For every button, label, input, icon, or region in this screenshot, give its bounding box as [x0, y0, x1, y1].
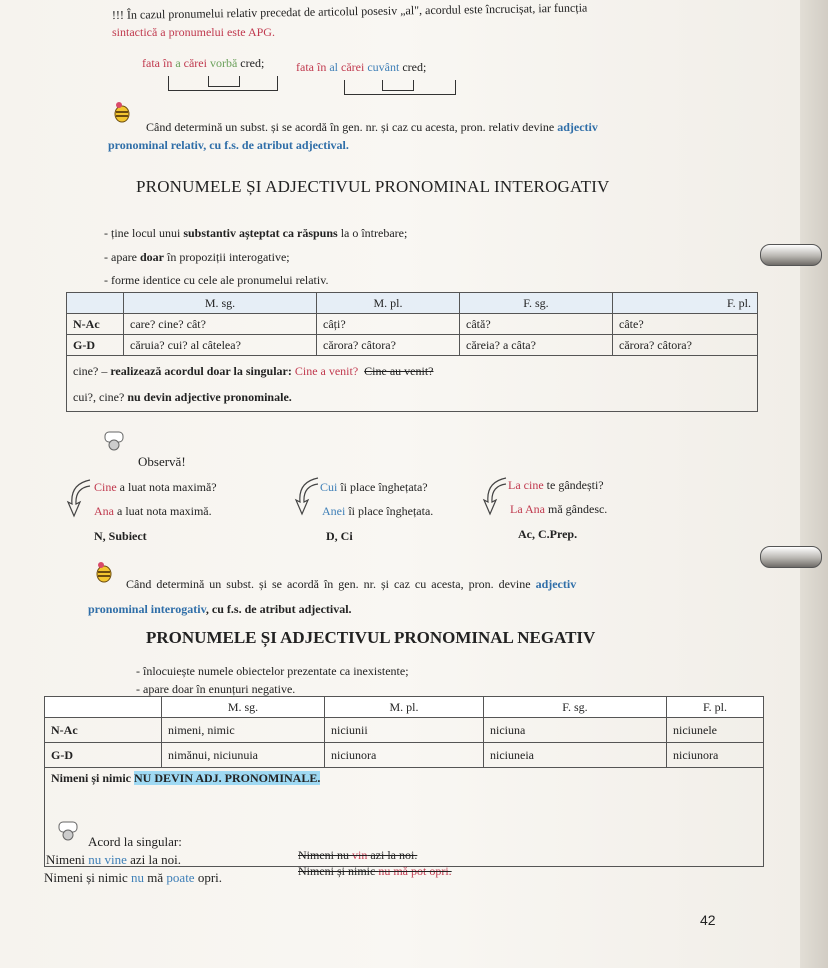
observe-q1: Cine a luat nota maximă? [94, 480, 217, 494]
table-cell: niciuneia [484, 743, 667, 768]
acord-wrong-1: Nimeni nu vin azi la noi. [298, 848, 418, 862]
cartoon-icon [102, 428, 126, 452]
acord-correct-2: Nimeni și nimic nu mă poate opri. [44, 870, 223, 885]
observe-a3: La Ana mă gândesc. [510, 502, 608, 516]
table-cell: niciuna [484, 718, 667, 743]
negativ-bullet-2: - apare doar în enunțuri negative. [136, 682, 296, 696]
apg-example-2: fata în al cărei cuvânt cred; [296, 60, 427, 74]
binder-ring [760, 244, 822, 266]
acord-label: Acord la singular: [88, 834, 182, 849]
observe-label: Observă! [138, 454, 186, 469]
table-cell: care? cine? cât? [124, 314, 317, 335]
table-row [67, 335, 758, 356]
agreement-arrow-2b [382, 80, 414, 91]
table-header-cell: M. sg. [124, 293, 317, 314]
table-header-cell [45, 697, 162, 718]
table-header-cell [67, 293, 124, 314]
table-header-cell: F. sg. [484, 697, 667, 718]
table-header-row [67, 293, 758, 314]
table-header-cell: M. sg. [162, 697, 325, 718]
rule1-line1: Când determină un subst. și se acordă în gen. nr. și caz cu acesta, pron. relativ devine adjectiv [146, 120, 598, 134]
curved-arrow-icon [66, 476, 92, 528]
table-note-cell: Nimeni și nimic NU DEVIN ADJ. PRONOMINALE. [45, 768, 764, 867]
table-cell: niciunora [325, 743, 484, 768]
section-title-interogativ: PRONUMELE ȘI ADJECTIVUL PRONOMINAL INTEROGATIV [136, 177, 610, 196]
table-cell: câtă? [460, 314, 613, 335]
table-cell: N-Ac [45, 718, 162, 743]
table-cell: nimănui, niciunuia [162, 743, 325, 768]
table-cell: cărora? câtora? [613, 335, 758, 356]
table-cell: căreia? a câta? [460, 335, 613, 356]
observe-fn2: D, Ci [326, 529, 353, 543]
table-row [67, 314, 758, 335]
section-title-negativ: PRONUMELE ȘI ADJECTIVUL PRONOMINAL NEGATIV [146, 628, 596, 647]
table-cell: cărora? câtora? [317, 335, 460, 356]
interog-table [66, 292, 758, 412]
binder-edge [800, 0, 828, 968]
table-header-cell: M. pl. [325, 697, 484, 718]
negativ-bullet-1: - înlocuiește numele obiectelor prezentate ca inexistente; [136, 664, 409, 678]
curved-arrow-icon [294, 474, 320, 526]
table-cell: nimeni, nimic [162, 718, 325, 743]
table-cell: niciunele [667, 718, 764, 743]
apg-note-line1: !!! În cazul pronumelui relativ precedat de articolul posesiv „al", acordul este încrucișat, iar funcția [111, 0, 588, 22]
bee-icon [92, 560, 116, 584]
table-cell: G-D [45, 743, 162, 768]
acord-wrong-2: Nimeni și nimic nu mă pot opri. [298, 864, 452, 878]
bee-icon [110, 100, 134, 124]
apg-note-line2: sintactică a pronumelui este APG. [112, 25, 275, 39]
table-row [45, 743, 764, 768]
page-number: 42 [700, 912, 716, 928]
table-cell: câte? [613, 314, 758, 335]
table-header-cell: F. sg. [460, 293, 613, 314]
table-cell: niciunora [667, 743, 764, 768]
binder-ring [760, 546, 822, 568]
cartoon-icon [56, 818, 80, 842]
table-note-row [67, 356, 758, 412]
curved-arrow-icon [482, 474, 508, 526]
apg-example-1: fata în a cărei vorbă cred; [142, 56, 265, 70]
observe-q2: Cui îi place înghețata? [320, 480, 428, 494]
table-cell: căruia? cui? al câtelea? [124, 335, 317, 356]
table-note-cell: cine? – realizează acordul doar la singular: Cine a venit? Cine au venit? cui?, cine? nu devin adjective pronominale. [67, 356, 758, 412]
acord-correct-1: Nimeni nu vine azi la noi. [46, 852, 182, 867]
table-header-cell: M. pl. [317, 293, 460, 314]
rule2-line1: Când determină un subst. și se acordă în gen. nr. și caz cu acesta, pron. devine adjectiv [126, 577, 577, 591]
observe-a1: Ana a luat nota maximă. [94, 504, 212, 518]
observe-a2: Anei îi place înghețata. [322, 504, 434, 518]
table-cell: câți? [317, 314, 460, 335]
table-header-cell: F. pl. [613, 293, 758, 314]
interog-bullet-1: - ține locul unui substantiv așteptat ca răspuns la o întrebare; [104, 226, 408, 240]
observe-q3: La cine te gândești? [508, 478, 604, 492]
interog-bullet-3: - forme identice cu cele ale pronumelui relativ. [104, 273, 329, 287]
agreement-arrow-1b [208, 76, 240, 87]
table-cell: G-D [67, 335, 124, 356]
observe-fn1: N, Subiect [94, 529, 147, 543]
table-cell: N-Ac [67, 314, 124, 335]
observe-fn3: Ac, C.Prep. [518, 527, 578, 541]
table-header-cell: F. pl. [667, 697, 764, 718]
rule2-line2: pronominal interogativ, cu f.s. de atribut adjectival. [88, 602, 352, 616]
table-header-row [45, 697, 764, 718]
interog-bullet-2: - apare doar în propoziții interogative; [104, 250, 290, 264]
rule1-line2: pronominal relativ, cu f.s. de atribut adjectival. [108, 138, 349, 152]
table-row [45, 718, 764, 743]
table-cell: niciunii [325, 718, 484, 743]
